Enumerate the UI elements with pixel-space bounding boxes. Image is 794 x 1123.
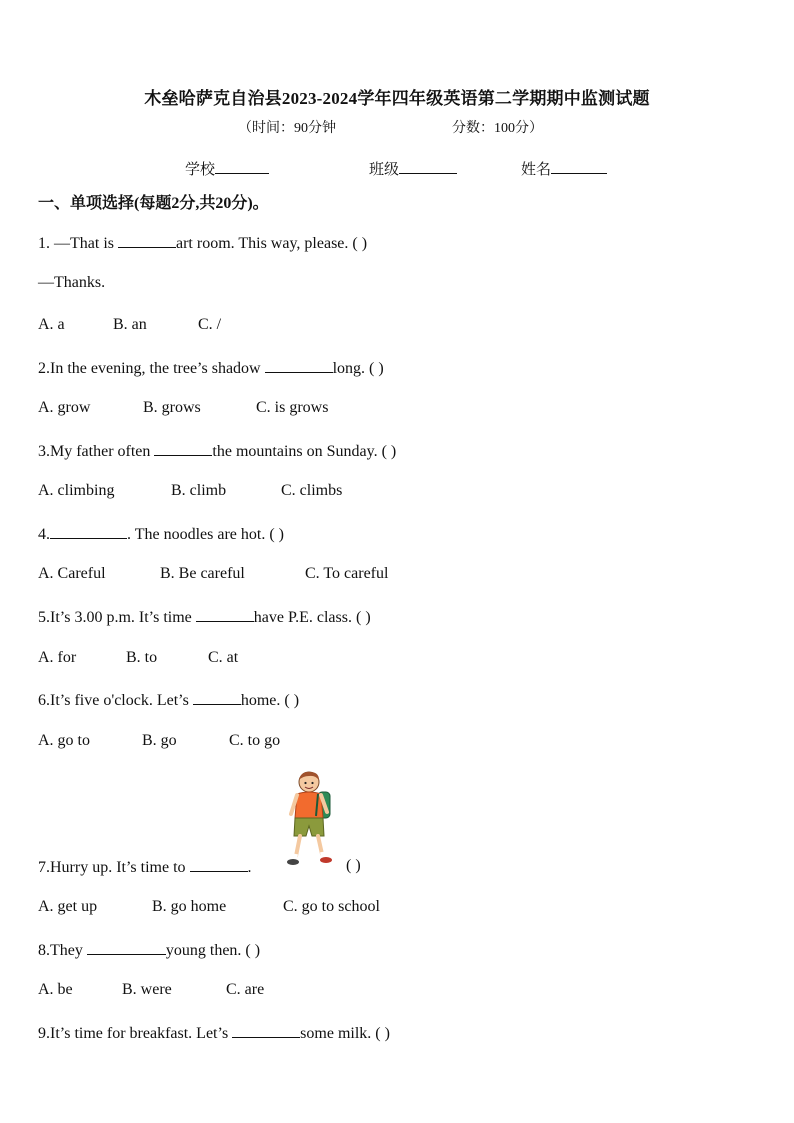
- question-text: 2.In the evening, the tree’s shadow: [38, 360, 265, 377]
- option-a: A. a: [38, 316, 65, 333]
- question-3-options: [38, 482, 342, 500]
- school-field: [185, 158, 269, 179]
- class-field: [369, 158, 457, 179]
- option-b: B. climb: [171, 482, 227, 499]
- option-b: B. Be careful: [160, 565, 245, 582]
- exam-score: 分数：100分）: [452, 121, 543, 136]
- question-text: have P.E. class. ( ): [253, 609, 371, 626]
- answer-blank: [232, 1023, 300, 1038]
- question-1-reply: —Thanks.: [38, 274, 106, 291]
- option-a: A. be: [38, 981, 73, 998]
- question-6: [38, 690, 299, 710]
- option-b: B. go: [142, 732, 177, 749]
- question-5: [38, 607, 371, 627]
- question-text: 9.It’s time for breakfast. Let’s: [38, 1025, 233, 1042]
- option-c: C. /: [198, 316, 222, 333]
- question-7: [38, 857, 252, 877]
- option-b: B. an: [113, 316, 147, 333]
- option-b: B. to: [126, 649, 158, 666]
- option-c: C. go to school: [283, 898, 380, 915]
- option-a: A. get up: [38, 898, 98, 915]
- answer-blank: [50, 524, 127, 539]
- question-text: 5.It’s 3.00 p.m. It’s time: [38, 609, 196, 626]
- answer-blank: [87, 940, 166, 955]
- question-text: .: [247, 859, 252, 876]
- schoolboy-with-backpack-illustration: [285, 770, 337, 868]
- class-blank: [399, 159, 457, 174]
- question-text: 4.: [38, 526, 50, 543]
- question-text: art room. This way, please. ( ): [176, 235, 368, 252]
- answer-blank: [196, 607, 254, 622]
- option-b: B. were: [122, 981, 172, 998]
- class-label: 班级: [369, 162, 400, 178]
- option-a: A. Careful: [38, 565, 106, 582]
- question-6-options: [38, 732, 280, 750]
- option-a: A. go to: [38, 732, 90, 749]
- option-c: C. at: [208, 649, 239, 666]
- answer-blank: [118, 233, 176, 248]
- question-2: [38, 358, 384, 378]
- question-text: some milk. ( ): [300, 1025, 390, 1042]
- question-9: [38, 1023, 390, 1043]
- question-text: home. ( ): [240, 692, 300, 709]
- question-8: [38, 940, 260, 960]
- question-4: [38, 524, 284, 544]
- question-text: 8.They: [38, 942, 87, 959]
- option-a: A. for: [38, 649, 77, 666]
- question-5-options: [38, 649, 238, 667]
- question-1-options: [38, 316, 221, 334]
- option-c: C. are: [226, 981, 265, 998]
- option-a: A. climbing: [38, 482, 115, 499]
- school-blank: [215, 159, 269, 174]
- question-text: . The noodles are hot. ( ): [127, 526, 284, 543]
- option-c: C. to go: [229, 732, 281, 749]
- question-text: 3.My father often: [38, 443, 155, 460]
- question-7-options: [38, 898, 380, 916]
- question-2-options: [38, 399, 328, 417]
- question-7-paren: ( ): [346, 857, 361, 874]
- option-c: C. To careful: [305, 565, 389, 582]
- answer-blank: [193, 690, 241, 705]
- question-1: [38, 233, 367, 253]
- question-text: young then. ( ): [165, 942, 261, 959]
- question-text: 7.Hurry up. It’s time to: [38, 859, 190, 876]
- name-field: [521, 158, 607, 179]
- question-text: 6.It’s five o'clock. Let’s: [38, 692, 193, 709]
- answer-blank: [154, 441, 212, 456]
- name-blank: [551, 159, 607, 174]
- name-label: 姓名: [521, 162, 552, 178]
- question-text: 1. —That is: [38, 235, 118, 252]
- question-3: [38, 441, 396, 461]
- question-text: the mountains on Sunday. ( ): [212, 443, 397, 460]
- section-heading: 一、单项选择(每题2分,共20分)。: [38, 195, 269, 212]
- question-4-options: [38, 565, 388, 583]
- question-text: long. ( ): [332, 360, 384, 377]
- school-label: 学校: [185, 162, 216, 178]
- option-a: A. grow: [38, 399, 91, 416]
- option-c: C. climbs: [281, 482, 343, 499]
- option-c: C. is grows: [256, 399, 329, 416]
- exam-time: （时间：90分钟: [238, 121, 336, 136]
- page-title: 木垒哈萨克自治县2023-2024学年四年级英语第二学期期中监测试题: [144, 89, 650, 108]
- answer-blank: [190, 857, 248, 872]
- answer-blank: [265, 358, 333, 373]
- question-8-options: [38, 981, 264, 999]
- option-b: B. grows: [143, 399, 201, 416]
- option-b: B. go home: [152, 898, 227, 915]
